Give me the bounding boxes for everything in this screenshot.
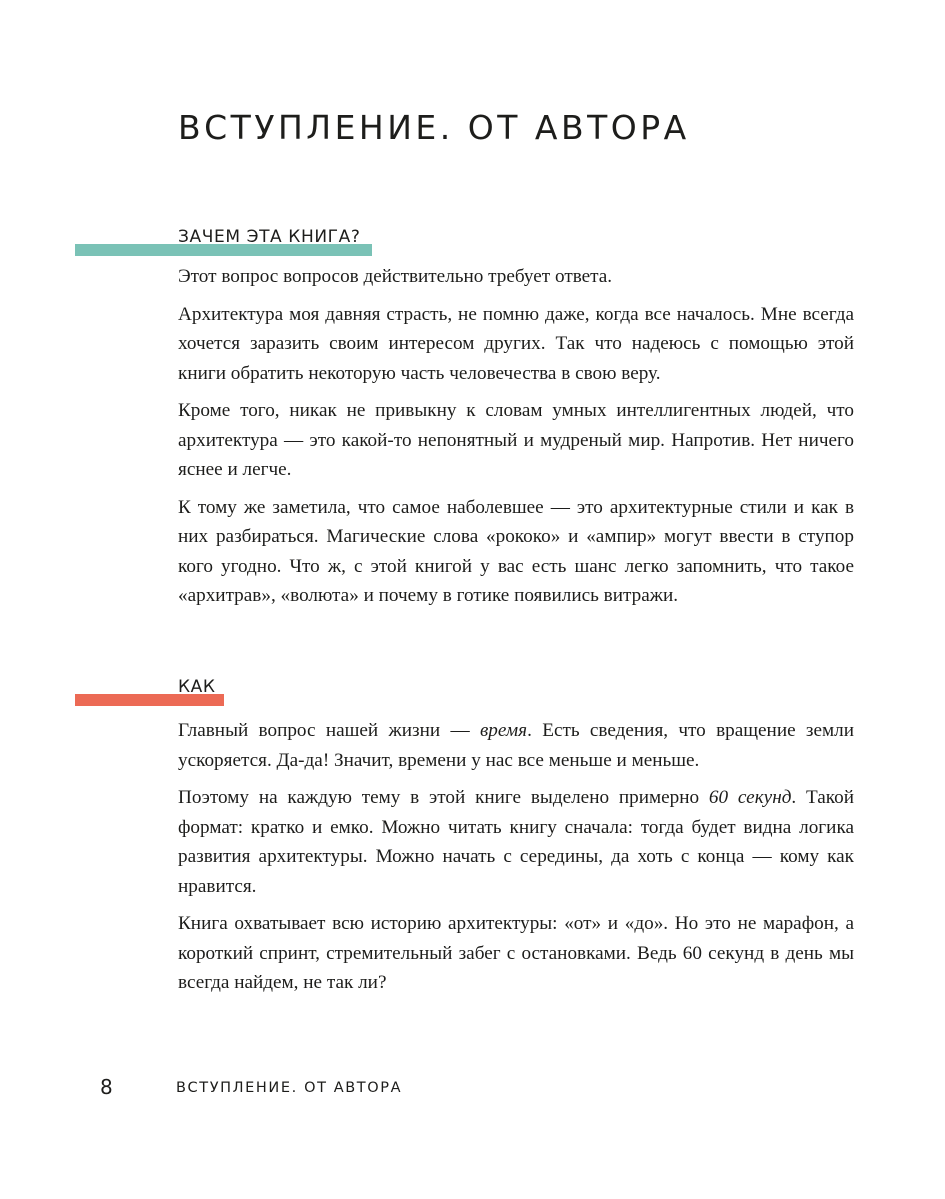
paragraph: Главный вопрос нашей жизни — время. Есть сведения, что вращение земли ускоряется. Да-да! Значит, времени у нас все меньше и меньше. <box>178 720 854 771</box>
emphasis: 60 секунд <box>708 787 792 808</box>
paragraph: Книга охватывает всю историю архитектуры: «от» и «до». Но это не марафон, а короткий спринт, стремительный забег с остановками. Ведь 60 секунд в день мы всегда найдем, не так ли? <box>178 913 854 993</box>
section-body-why <box>178 262 854 619</box>
page-title: ВСТУПЛЕНИЕ. ОТ АВТОРА <box>178 108 690 147</box>
running-head: ВСТУПЛЕНИЕ. ОТ АВТОРА <box>176 1080 403 1096</box>
emphasis: время <box>479 720 528 741</box>
paragraph: Поэтому на каждую тему в этой книге выделено примерно 60 секунд. Такой формат: кратко и емко. Можно читать книгу сначала: тогда будет видна логика развития архитектуры. Можно начать с середины, да хоть с конца — кому как нравится. <box>178 787 854 897</box>
page-footer <box>0 1073 945 1103</box>
section-heading-how <box>75 674 227 706</box>
page-number: 8 <box>100 1075 113 1099</box>
paragraph: Кроме того, никак не привыкну к словам умных интеллигентных людей, что архитектура — это какой-то непонятный и мудреный мир. Напротив. Нет ничего яснее и легче. <box>178 400 854 480</box>
section-heading-text: КАК <box>178 677 216 697</box>
section-heading-why <box>75 224 375 256</box>
paragraph: К тому же заметила, что самое наболевшее — это архитектурные стили и как в них разбираться. Магические слова «рококо» и «ампир» могут ввести в ступор кого угодно. Что ж, с этой книгой у вас есть шанс легко запомнить, что такое «архитрав», «волюта» и почему в готике появились витражи. <box>178 496 854 606</box>
paragraph: Архитектура моя давняя страсть, не помню даже, когда все началось. Мне всегда хочется заразить своим интересом других. Так что надеюсь с помощью этой книги обратить некоторую часть человечества в свою веру. <box>178 303 854 384</box>
section-body-how <box>178 716 854 1006</box>
paragraph: Этот вопрос вопросов действительно требует ответа. <box>178 266 613 287</box>
section-heading-text: ЗАЧЕМ ЭТА КНИГА? <box>178 227 361 247</box>
